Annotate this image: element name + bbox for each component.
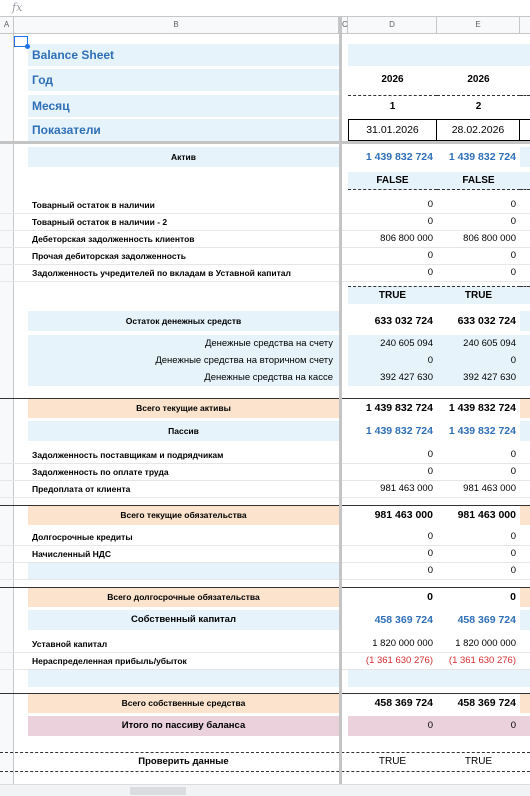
total-current-liabilities-row[interactable] xyxy=(0,505,530,525)
false-e[interactable]: FALSE xyxy=(437,172,520,190)
cash-item-e[interactable]: 0 xyxy=(437,352,520,369)
asset-value-d[interactable]: 0 xyxy=(427,250,433,262)
asset-row-4[interactable] xyxy=(0,248,530,265)
equity-e[interactable]: 458 369 724 xyxy=(457,613,516,626)
formula-bar[interactable] xyxy=(0,0,530,17)
liability-label[interactable]: Предоплата от клиента xyxy=(32,483,131,494)
total-current-assets-row[interactable] xyxy=(0,398,530,418)
cash-item-label[interactable]: Денежные средства на кассе xyxy=(28,369,339,386)
column-header-a[interactable]: A xyxy=(0,17,14,33)
total-equity-label[interactable]: Всего собственные средства xyxy=(28,694,339,713)
total-current-assets-f[interactable] xyxy=(520,399,530,418)
total-passive-e[interactable]: 0 xyxy=(437,716,520,736)
total-equity-row[interactable] xyxy=(0,693,530,713)
total-longterm-d[interactable]: 0 xyxy=(427,591,433,604)
asset-row-2[interactable] xyxy=(0,214,530,231)
cash-item-1[interactable] xyxy=(0,335,530,352)
equity-item-2[interactable] xyxy=(0,653,530,670)
liability-d[interactable]: 981 463 000 xyxy=(380,483,433,495)
total-longterm-e[interactable]: 0 xyxy=(510,591,516,604)
liability-e[interactable]: 981 463 000 xyxy=(463,483,516,495)
total-current-assets-label[interactable]: Всего текущие активы xyxy=(28,399,339,418)
cash-d[interactable]: 633 032 724 xyxy=(374,314,433,327)
column-header-bar xyxy=(0,17,530,34)
column-header-f[interactable] xyxy=(520,17,530,33)
total-current-liabilities-e[interactable]: 981 463 000 xyxy=(457,509,516,522)
year-row[interactable] xyxy=(0,69,530,91)
aktiv-d[interactable]: 1 439 832 724 xyxy=(365,150,433,163)
total-longterm-row[interactable] xyxy=(0,587,530,607)
equity-item-d[interactable]: 1 820 000 000 xyxy=(372,638,433,650)
title-row[interactable] xyxy=(0,44,530,66)
cash-item-label[interactable]: Денежные средства на счету xyxy=(28,335,339,352)
column-header-d[interactable]: D xyxy=(348,17,437,33)
month-d[interactable]: 1 xyxy=(348,95,437,117)
asset-label[interactable]: Прочая дебиторская задолженность xyxy=(32,250,186,261)
asset-label[interactable]: Товарный остаток в наличии - 2 xyxy=(32,216,168,227)
asset-value-e[interactable]: 0 xyxy=(510,216,516,228)
indicators-label[interactable]: Показатели xyxy=(28,119,339,141)
cash-e[interactable]: 633 032 724 xyxy=(457,314,516,327)
check-row[interactable] xyxy=(0,752,530,772)
equity-item-d[interactable]: (1 361 630 276) xyxy=(365,655,433,667)
cash-item-e[interactable]: 240 605 094 xyxy=(437,335,520,352)
cash-label[interactable]: Остаток денежных средств xyxy=(28,311,339,331)
asset-value-d[interactable]: 0 xyxy=(427,267,433,279)
selection-fill-handle[interactable] xyxy=(25,44,30,49)
frozen-rows-divider[interactable] xyxy=(0,141,530,144)
total-passive-f[interactable] xyxy=(520,716,530,736)
equity-blank-e[interactable] xyxy=(437,670,520,687)
total-equity-f[interactable] xyxy=(520,694,530,713)
title-f[interactable] xyxy=(520,44,530,66)
longterm-label[interactable]: Долгосрочные кредиты xyxy=(32,531,133,542)
fx-icon: fx xyxy=(12,1,23,14)
month-row[interactable] xyxy=(0,95,530,117)
year-d[interactable]: 2026 xyxy=(381,74,404,85)
true-d[interactable]: TRUE xyxy=(348,286,437,304)
longterm-row-2[interactable] xyxy=(0,546,530,563)
total-passive-row[interactable] xyxy=(0,716,530,736)
passiv-row[interactable] xyxy=(0,421,530,441)
equity-label[interactable]: Собственный капитал xyxy=(28,610,339,630)
asset-label[interactable]: Товарный остаток в наличии xyxy=(32,199,155,210)
cash-item-f[interactable] xyxy=(520,369,530,386)
cash-item-label[interactable]: Денежные средства на вторичном счету xyxy=(28,352,339,369)
month-label[interactable]: Месяц xyxy=(28,95,339,117)
liability-e[interactable]: 0 xyxy=(510,466,516,478)
equity-blank-row[interactable] xyxy=(0,670,530,687)
longterm-label[interactable] xyxy=(28,563,339,579)
title-d[interactable] xyxy=(348,44,437,66)
passiv-label[interactable]: Пассив xyxy=(28,421,339,441)
total-passive-d[interactable]: 0 xyxy=(348,716,437,736)
cash-item-3[interactable] xyxy=(0,369,530,386)
total-passive-label[interactable]: Итого по пассиву баланса xyxy=(28,716,339,736)
equity-row[interactable] xyxy=(0,610,530,630)
total-current-liabilities-f[interactable] xyxy=(520,506,530,525)
total-equity-d[interactable]: 458 369 724 xyxy=(374,697,433,710)
total-longterm-label[interactable]: Всего долгосрочные обязательства xyxy=(28,588,339,607)
cash-item-d[interactable]: 240 605 094 xyxy=(348,335,437,352)
equity-item-label[interactable]: Нераспределенная прибыль/убыток xyxy=(32,655,187,666)
cash-item-d[interactable]: 392 427 630 xyxy=(348,369,437,386)
asset-row-1[interactable] xyxy=(0,197,530,214)
asset-value-e[interactable]: 0 xyxy=(510,199,516,211)
false-row[interactable] xyxy=(0,172,530,190)
passiv-e[interactable]: 1 439 832 724 xyxy=(448,424,516,437)
date-f[interactable] xyxy=(520,119,530,141)
year-f[interactable] xyxy=(520,69,530,91)
longterm-d[interactable]: 0 xyxy=(427,531,433,543)
check-e[interactable]: TRUE xyxy=(464,756,493,767)
asset-value-e[interactable]: 806 800 000 xyxy=(463,233,516,245)
cash-item-d[interactable]: 0 xyxy=(348,352,437,369)
passiv-f[interactable] xyxy=(520,421,530,441)
equity-f[interactable] xyxy=(520,610,530,630)
equity-blank-b[interactable] xyxy=(28,670,339,687)
month-e[interactable]: 2 xyxy=(437,95,520,117)
column-header-c[interactable]: C xyxy=(339,17,348,33)
aktiv-f[interactable] xyxy=(520,147,530,167)
scrollbar-thumb[interactable] xyxy=(130,787,186,795)
true-e[interactable]: TRUE xyxy=(437,286,520,304)
longterm-d[interactable]: 0 xyxy=(427,565,433,577)
longterm-d[interactable]: 0 xyxy=(427,548,433,560)
column-header-b[interactable]: B xyxy=(14,17,339,33)
total-current-liabilities-label[interactable]: Всего текущие обязательства xyxy=(28,506,339,525)
liability-d[interactable]: 0 xyxy=(427,466,433,478)
asset-row-5[interactable] xyxy=(0,265,530,282)
indicators-row[interactable] xyxy=(0,119,530,141)
liability-d[interactable]: 0 xyxy=(427,449,433,461)
true-f[interactable] xyxy=(520,286,530,304)
total-equity-e[interactable]: 458 369 724 xyxy=(457,697,516,710)
title-e[interactable] xyxy=(437,44,520,66)
equity-d[interactable]: 458 369 724 xyxy=(374,613,433,626)
equity-item-e[interactable]: (1 361 630 276) xyxy=(448,655,516,667)
asset-value-d[interactable]: 806 800 000 xyxy=(380,233,433,245)
sheet-title[interactable]: Balance Sheet xyxy=(28,44,339,66)
aktiv-row[interactable] xyxy=(0,147,530,167)
cash-f[interactable] xyxy=(520,311,530,331)
longterm-row-3[interactable] xyxy=(0,563,530,580)
year-label[interactable]: Год xyxy=(28,69,339,91)
year-e[interactable]: 2026 xyxy=(467,74,490,85)
equity-blank-f[interactable] xyxy=(520,670,530,687)
longterm-e[interactable]: 0 xyxy=(510,531,516,543)
equity-blank-d[interactable] xyxy=(348,670,437,687)
longterm-e[interactable]: 0 xyxy=(510,548,516,560)
liability-label[interactable]: Задолженность по оплате труда xyxy=(32,466,169,477)
equity-item-1[interactable] xyxy=(0,636,530,653)
total-current-liabilities-d[interactable]: 981 463 000 xyxy=(374,509,433,522)
longterm-row-1[interactable] xyxy=(0,529,530,546)
liability-row-1[interactable] xyxy=(0,447,530,464)
date-e[interactable]: 28.02.2026 xyxy=(437,119,520,141)
total-longterm-f[interactable] xyxy=(520,588,530,607)
liability-row-2[interactable] xyxy=(0,464,530,481)
frozen-columns-divider[interactable] xyxy=(339,17,342,784)
date-d[interactable]: 31.01.2026 xyxy=(348,119,437,141)
equity-item-label[interactable]: Уставной капитал xyxy=(32,638,108,649)
total-current-assets-e[interactable]: 1 439 832 724 xyxy=(448,402,516,415)
cash-item-2[interactable] xyxy=(0,352,530,369)
false-f[interactable] xyxy=(520,172,530,190)
aktiv-label[interactable]: Актив xyxy=(28,147,339,167)
total-current-assets-d[interactable]: 1 439 832 724 xyxy=(365,402,433,415)
asset-value-d[interactable]: 0 xyxy=(427,199,433,211)
liability-label[interactable]: Задолженность поставщикам и подрядчикам xyxy=(32,449,224,460)
asset-value-d[interactable]: 0 xyxy=(427,216,433,228)
cash-item-f[interactable] xyxy=(520,352,530,369)
asset-label[interactable]: Задолженность учредителей по вкладам в Уставной капитал xyxy=(32,267,291,278)
liability-row-3[interactable] xyxy=(0,481,530,498)
longterm-e[interactable]: 0 xyxy=(510,565,516,577)
equity-item-e[interactable]: 1 820 000 000 xyxy=(455,638,516,650)
asset-value-e[interactable]: 0 xyxy=(510,267,516,279)
sheet-grid[interactable] xyxy=(0,34,530,784)
horizontal-scrollbar[interactable] xyxy=(0,784,530,796)
cash-row[interactable] xyxy=(0,311,530,331)
month-f[interactable] xyxy=(520,95,530,117)
column-header-e[interactable]: E xyxy=(437,17,520,33)
cash-item-f[interactable] xyxy=(520,335,530,352)
asset-label[interactable]: Дебеторская задолженность клиентов xyxy=(32,233,195,244)
longterm-label[interactable]: Начисленный НДС xyxy=(32,548,112,559)
passiv-d[interactable]: 1 439 832 724 xyxy=(365,424,433,437)
asset-value-e[interactable]: 0 xyxy=(510,250,516,262)
aktiv-e[interactable]: 1 439 832 724 xyxy=(448,150,516,163)
cash-item-e[interactable]: 392 427 630 xyxy=(437,369,520,386)
false-d[interactable]: FALSE xyxy=(348,172,437,190)
true-row[interactable] xyxy=(0,286,530,304)
asset-row-3[interactable] xyxy=(0,231,530,248)
check-d[interactable]: TRUE xyxy=(378,756,407,767)
liability-e[interactable]: 0 xyxy=(510,449,516,461)
check-label[interactable]: Проверить данные xyxy=(138,756,229,768)
